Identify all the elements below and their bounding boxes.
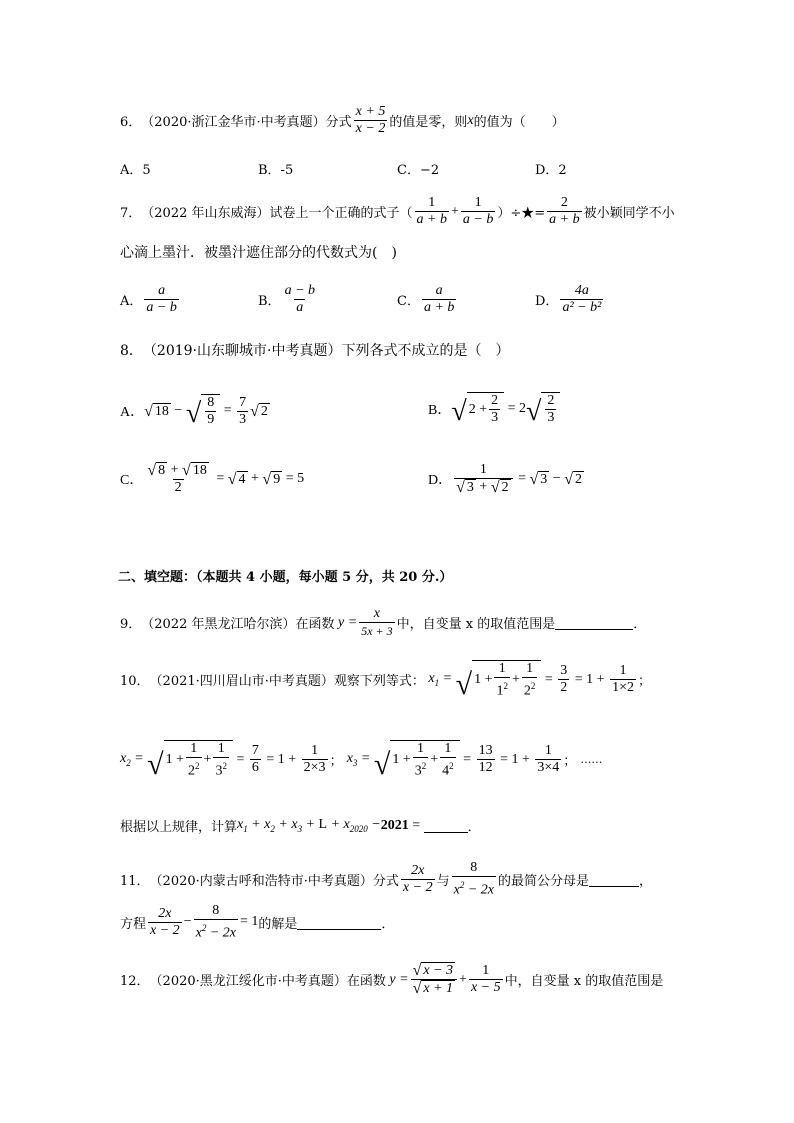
q11-line2-pre: 方程 [120, 916, 147, 932]
q8-option-b-label: B． [428, 403, 452, 418]
q8-option-d-label: D． [428, 473, 453, 488]
q7-option-c-frac [422, 283, 456, 316]
q11-answer-blank-2[interactable] [297, 915, 381, 930]
q7-option-a-den: a − b [146, 300, 177, 315]
q12-number: 12． [120, 974, 150, 989]
q6-source: （2020·浙江金华市·中考真题） [141, 115, 326, 130]
q11-answer-blank-1[interactable] [589, 872, 639, 887]
q10-line3-text: 根据以上规律，计算 [120, 820, 238, 835]
q7-option-a-label: A． [120, 294, 143, 309]
q7-text3: 被小颖同学不小 [583, 206, 675, 221]
question-7 [120, 195, 675, 228]
q7-frac1-num: 1 [428, 195, 436, 210]
q6-option-c: C．−2 [397, 163, 440, 178]
q11-end1: ， [639, 873, 653, 889]
q8-a-sqrt18: √ 18 [144, 402, 169, 420]
q7-option-b-label: B． [258, 294, 281, 309]
q7-text2: ）÷★= [497, 206, 546, 221]
q10-answer-blank[interactable] [424, 818, 468, 833]
q8-text: 下列各式不成立的是（ ） [341, 343, 510, 359]
q7-number: 7． [120, 206, 142, 221]
q6-fraction [354, 104, 388, 137]
q7-option-d-frac [560, 283, 603, 316]
q8-option-b: B． √ 2 + $\frac{2}{3}$ = 2 √ $\frac{2}{3}$ [428, 392, 560, 426]
q6-post1: 的值是零，则 [389, 115, 468, 130]
q8-option-c: C． √ 8 + √ 18 2 = √ 4 + √ 9 = 5 [120, 462, 305, 495]
q8-number: 8． [120, 343, 143, 359]
q6-option-a: A．5 [120, 163, 151, 178]
q10-result: 2021 [380, 817, 409, 833]
q6-numerator: x + 5 [355, 104, 386, 119]
q9-pre: 在函数 [295, 617, 335, 632]
q8-a-sqrt89: √ $\frac{8}{9}$ [186, 394, 220, 428]
question-8 [120, 340, 509, 360]
q10-line2: $x_2$ = √ 1 + $\frac{1}{2^2}$ + $\frac{1}{3^2}$ = $\frac{7}{6}$ = 1 + $\frac{1}{2\times 3}$ ； $x_3$ = √ 1 + $\frac{1}{3^2}$ + $\frac{1}{4^2}$ = $\frac{13}{12}$ = 1 + $\frac{1}{3\times 4}$ ； …… [120, 741, 603, 781]
q10-line3: 根据以上规律，计算 $x_1 + x_2 + x_3 + L + x_{2020}$ − 2021 = ． [120, 817, 481, 835]
q9-frac: $\frac{x}{5x + 3}$ [361, 606, 393, 638]
q7-option-d [535, 283, 605, 316]
q12-post: 中，自变量 x 的取值范围是 [504, 974, 664, 989]
q10-text: 观察下列等式： [333, 674, 425, 690]
q11-source: （2020·内蒙古呼和浩特市·中考真题） [149, 873, 373, 889]
q7-option-c [397, 283, 458, 316]
q7-option-b-num: a − b [284, 283, 316, 298]
q11-number: 11． [120, 873, 150, 889]
q6-pre: 分式 [325, 115, 352, 130]
q7-frac3-den: a + b [549, 212, 580, 227]
q7-option-b-den: a [296, 300, 304, 315]
q7-option-b [258, 283, 319, 316]
question-9: 9． （2022 年黑龙江哈尔滨） 在函数 y = $\frac{x}{5x + 3}$ 中，自变量 x 的取值范围是 ． [120, 606, 647, 638]
q7-option-a-num: a [158, 283, 166, 298]
q10-source: （2021·四川眉山市·中考真题） [149, 674, 334, 690]
q7-option-d-num: 4a [574, 283, 589, 298]
q12-pre: 在函数 [346, 974, 386, 989]
q7-plus: + [450, 203, 459, 219]
q7-frac3 [547, 195, 581, 228]
q7-frac1-den: a + b [416, 212, 447, 227]
q11-line2: 方程 $\frac{2x}{x - 2}$ − $\frac{8}{x^2 - 2x}$ = 1 的解是 ． [120, 903, 395, 941]
q12-source: （2020·黑龙江绥化市·中考真题） [149, 974, 347, 989]
q7-frac2-num: 1 [474, 195, 482, 210]
q10-end: ． [467, 820, 481, 835]
q6-post2: 的值为（ ） [473, 115, 565, 130]
question-12: 12． （2020·黑龙江绥化市·中考真题） 在函数 y = √ x − 3 √ x + 1 + $\frac{1}{x - 5}$ 中，自变量 x 的取值范围是 [120, 962, 664, 997]
q11-post: 的最简公分母是 [498, 873, 590, 889]
q7-option-d-den: a² − b² [562, 300, 602, 315]
q6-denominator: x − 2 [355, 121, 386, 136]
q8-source: （2019·山东聊城市·中考真题） [142, 343, 342, 359]
q11-line2-post: 的解是 [258, 916, 298, 932]
q8-option-a: A． √ 18 − √ $\frac{8}{9}$ = $\frac{7}{3}$ √ 2 [120, 394, 268, 429]
q7-option-c-den: a + b [423, 300, 455, 315]
q9-source: （2022 年黑龙江哈尔滨） [141, 617, 296, 632]
q7-source: （2022 年山东威海） [141, 206, 270, 221]
q10-ellipsis: …… [580, 753, 603, 767]
q9-end: ． [633, 617, 647, 632]
q7-frac1 [415, 195, 449, 228]
q7-line2: 心滴上墨汁．被墨汁遮住部分的代数式为( ) [120, 245, 397, 261]
q6-option-d: D．2 [535, 163, 567, 178]
q7-option-b-frac [283, 283, 317, 316]
q7-option-c-num: a [435, 283, 443, 298]
q11-pre: 分式 [372, 873, 399, 889]
q6-var: x [467, 112, 474, 128]
q8-option-c-label: C． [120, 473, 144, 488]
question-6 [120, 104, 565, 137]
question-10: 10． （2021·四川眉山市·中考真题） 观察下列等式： $x_1$ = √ 1 + $\frac{1}{1^2}$ + $\frac{1}{2^2}$ = $\frac{3}{2}$ = 1 + $\frac{1}{1\times 2}$ ； [120, 661, 651, 701]
q6-number: 6． [120, 115, 142, 130]
q7-option-c-label: C． [397, 294, 420, 309]
q7-frac2 [461, 195, 495, 228]
q8-option-d: D． 1 √ 3 + √ 2 = √ 3 − √ 2 [428, 462, 582, 496]
section-2-title: 二、填空题：（本题共 4 小题，每小题 5 分，共 20 分.） [118, 570, 453, 585]
q10-number: 10． [120, 674, 150, 690]
question-11: 11． （2020·内蒙古呼和浩特市·中考真题） 分式 $\frac{2x}{x - 2}$ 与 $\frac{8}{x^2 - 2x}$ 的最简公分母是 ， [120, 860, 653, 898]
q7-text1: 试卷上一个正确的式子（ [269, 206, 413, 221]
q7-option-d-label: D． [535, 294, 559, 309]
q7-frac2-den: a − b [462, 212, 494, 227]
q7-option-a-frac [144, 283, 178, 316]
q7-frac3-num: 2 [560, 195, 568, 210]
q6-option-b: B．-5 [258, 163, 294, 178]
q11-mid: 与 [436, 873, 450, 889]
q9-number: 9． [120, 617, 142, 632]
q7-option-a [120, 283, 181, 316]
q11-end2: ． [381, 916, 395, 932]
q8-option-a-label: A． [120, 405, 145, 420]
q9-post: 中，自变量 x 的取值范围是 [396, 617, 556, 632]
q9-answer-blank[interactable] [555, 615, 633, 630]
